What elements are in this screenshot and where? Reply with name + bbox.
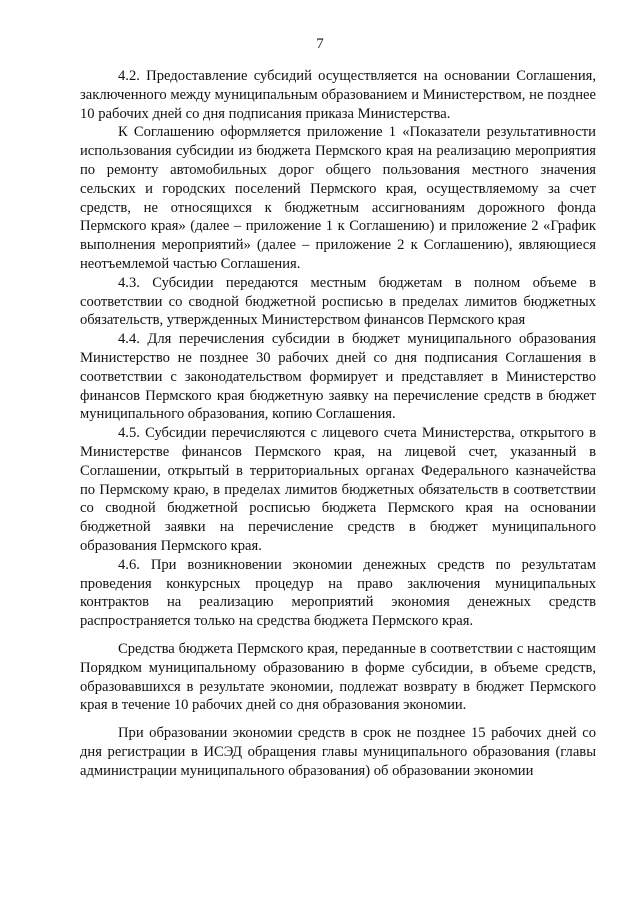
paragraph-4-5: 4.5. Субсидии перечисляются с лицевого счета Министерства, открытого в Министерстве финансов Пермского края, на лицевой счет, указанный в Соглашении, открытый в территориальных органах Федерального казначейства по Пермскому краю, в пределах лимитов бюджетных обязательств в соответствии со сводной бюджетной росписью бюджета Пермского края на основании бюджетной заявки на перечисление средств в бюджет муниципального образования Пермского края. [80,425,596,554]
document-body [80,67,596,780]
paragraph-4-2: 4.2. Предоставление субсидий осуществляется на основании Соглашения, заключенного между муниципальным образованием и Министерством, не позднее 10 рабочих дней со дня подписания приказа Министерства. [80,68,596,122]
paragraph-appendix: К Соглашению оформляется приложение 1 «Показатели результативности использования субсидии из бюджета Пермского края на реализацию мероприятия по ремонту автомобильных дорог общего пользования местного значения сельских и городских поселений Пермского края, осуществляемому за счет средств, не относящихся к бюджетным ассигнованиям дорожного фонда Пермского края» (далее – приложение 1 к Соглашению) и приложение 2 «График выполнения мероприятий» (далее – приложение 2 к Соглашению), являющиеся неотъемлемой частью Соглашения. [80,124,596,272]
paragraph-savings-return: Средства бюджета Пермского края, переданные в соответствии с настоящим Порядком муниципальному образованию в форме субсидии, в объеме средств, образовавшихся в результате экономии, подлежат возврату в бюджет Пермского края в течение 10 рабочих дней со дня образования экономии. [80,640,596,714]
paragraph-4-4: 4.4. Для перечисления субсидии в бюджет муниципального образования Министерство не позднее 30 рабочих дней со дня подписания Соглашения в соответствии с законодательством формирует и представляет в Министерство финансов Пермского края бюджетную заявку на перечисление средств в бюджет муниципального образования, копию Соглашения. [80,331,596,423]
page-number: 7 [316,36,324,52]
paragraph-savings-deadline: При образовании экономии средств в срок не позднее 15 рабочих дней со дня регистрации в ИСЭД обращения главы муниципального образования (главы администрации муниципального образования) об образовании экономии [80,725,596,779]
paragraph-4-6: 4.6. При возникновении экономии денежных средств по результатам проведения конкурсных процедур на право заключения муниципальных контрактов на реализацию мероприятий экономия денежных средств распространяется только на средства бюджета Пермского края. [80,556,596,630]
paragraph-4-3: 4.3. Субсидии передаются местным бюджетам в полном объеме в соответствии со сводной бюджетной росписью в пределах лимитов бюджетных обязательств, утвержденных Министерством финансов Пермского края [80,274,596,329]
